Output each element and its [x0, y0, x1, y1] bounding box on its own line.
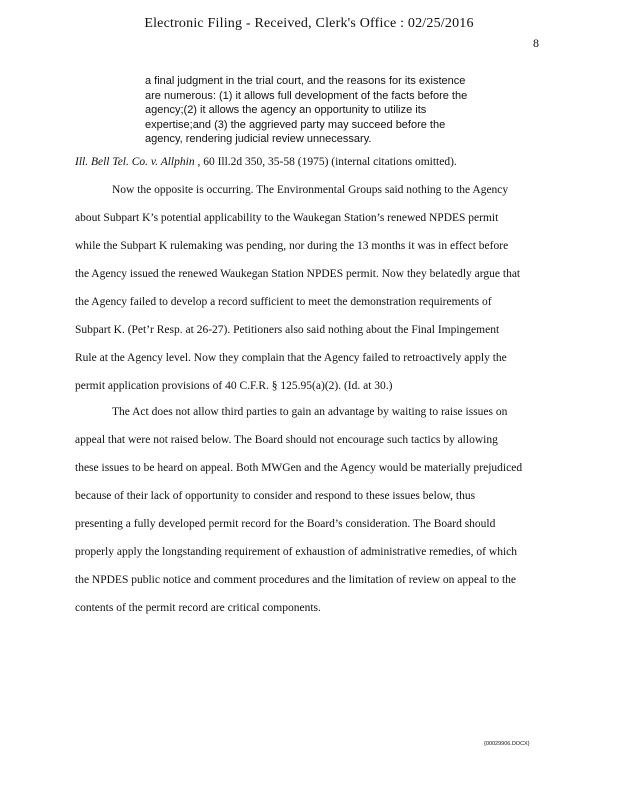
paragraph-line: while the Subpart K rulemaking was pending, nor during the 13 months it was in effect before	[75, 240, 509, 252]
quote-line: agency, rendering judicial review unnecessary.	[145, 133, 372, 146]
case-citation	[75, 156, 457, 168]
paragraph-line: Rule at the Agency level. Now they complain that the Agency failed to retroactively apply the	[75, 352, 507, 364]
paragraph-line: presenting a fully developed permit record for the Board’s consideration. The Board should	[75, 518, 496, 530]
paragraph-line: contents of the permit record are critical components.	[75, 602, 321, 614]
citation-rest: , 60 Ill.2d 350, 35-58 (1975) (internal citations omitted).	[194, 156, 457, 168]
quote-line: a final judgment in the trial court, and the reasons for its existence	[145, 75, 466, 87]
paragraph-line: Now the opposite is occurring. The Environmental Groups said nothing to the Agency	[112, 184, 509, 196]
paragraph-line: The Act does not allow third parties to gain an advantage by waiting to raise issues on	[112, 406, 508, 418]
block-quote	[145, 74, 485, 147]
paragraph-line: because of their lack of opportunity to consider and respond to these issues below, thus	[75, 490, 476, 502]
efiling-header: Electronic Filing - Received, Clerk's Office : 02/25/2016	[144, 16, 474, 31]
paragraph-line: appeal that were not raised below. The Board should not encourage such tactics by allowing	[75, 434, 498, 446]
paragraph-line: properly apply the longstanding requirement of exhaustion of administrative remedies, of which	[75, 546, 517, 558]
paragraph-line: Subpart K. (Pet’r Resp. at 26-27). Petitioners also said nothing about the Final Impingement	[75, 324, 500, 336]
paragraph-line: permit application provisions of 40 C.F.R. § 125.95(a)(2). (Id. at 30.)	[75, 380, 393, 392]
paragraph-line: the NPDES public notice and comment procedures and the limitation of review on appeal to the	[75, 574, 517, 586]
paragraph-line: the Agency issued the renewed Waukegan Station NPDES permit. Now they belatedly argue that	[75, 268, 521, 280]
paragraph-opposite-occurring	[75, 176, 595, 400]
paragraph-act-third-parties	[75, 398, 595, 622]
case-name: Ill. Bell Tel. Co. v. Allphin	[75, 156, 195, 168]
quote-line: agency;(2) it allows the agency an opportunity to utilize its	[145, 104, 427, 117]
quote-line: are numerous: (1) it allows full development of the facts before the	[145, 89, 468, 102]
paragraph-line: about Subpart K’s potential applicability to the Waukegan Station’s renewed NPDES permit	[75, 212, 499, 224]
document-id-footer: {00029906.DOCX}	[484, 741, 530, 747]
paragraph-line: the Agency failed to develop a record sufficient to meet the demonstration requirements of	[75, 296, 492, 308]
page-number: 8	[533, 36, 539, 50]
paragraph-line: these issues to be heard on appeal. Both MWGen and the Agency would be materially prejudiced	[75, 462, 523, 474]
quote-line: expertise;and (3) the aggrieved party may succeed before the	[145, 118, 446, 131]
